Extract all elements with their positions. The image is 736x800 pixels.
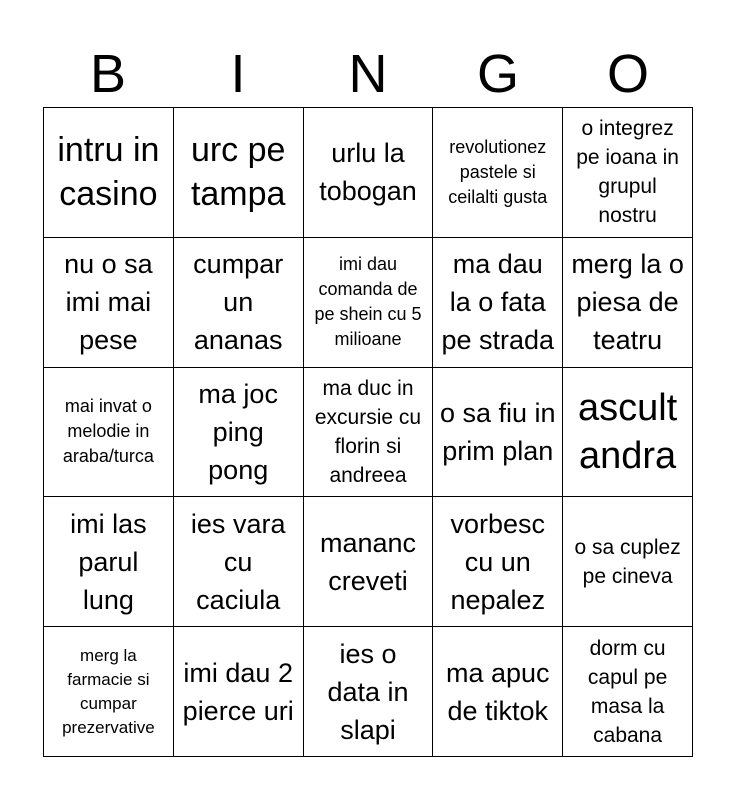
bingo-cell[interactable]: cumpar un ananas: [174, 238, 304, 368]
bingo-cell[interactable]: imi las parul lung: [44, 497, 174, 627]
bingo-cell[interactable]: ascult andra: [563, 368, 693, 498]
bingo-cell[interactable]: o sa cuplez pe cineva: [563, 497, 693, 627]
header-letter-n: N: [348, 44, 388, 104]
header-letter-g: G: [476, 44, 519, 104]
bingo-cell[interactable]: dorm cu capul pe masa la cabana: [563, 627, 693, 757]
bingo-cell[interactable]: intru in casino: [44, 108, 174, 238]
bingo-cell[interactable]: mai invat o melodie in araba/turca: [44, 368, 174, 498]
bingo-cell[interactable]: nu o sa imi mai pese: [44, 238, 174, 368]
header-letter-i: I: [230, 44, 246, 104]
bingo-cell[interactable]: vorbesc cu un nepalez: [433, 497, 563, 627]
bingo-cell[interactable]: revolutionez pastele si ceilalti gusta: [433, 108, 563, 238]
bingo-cell[interactable]: ma duc in excursie cu florin si andreea: [304, 368, 434, 498]
bingo-cell[interactable]: o integrez pe ioana in grupul nostru: [563, 108, 693, 238]
bingo-cell[interactable]: imi dau 2 pierce uri: [174, 627, 304, 757]
bingo-cell[interactable]: imi dau comanda de pe shein cu 5 milioane: [304, 238, 434, 368]
bingo-cell[interactable]: ma dau la o fata pe strada: [433, 238, 563, 368]
bingo-header: [43, 40, 693, 108]
bingo-cell[interactable]: ies o data in slapi: [304, 627, 434, 757]
bingo-cell[interactable]: o sa fiu in prim plan: [433, 368, 563, 498]
bingo-cell[interactable]: ma apuc de tiktok: [433, 627, 563, 757]
bingo-board: [43, 107, 693, 757]
bingo-cell[interactable]: merg la o piesa de teatru: [563, 238, 693, 368]
header-letter-o: O: [606, 44, 649, 104]
bingo-cell[interactable]: mananc creveti: [304, 497, 434, 627]
bingo-cell[interactable]: merg la farmacie si cumpar prezervative: [44, 627, 174, 757]
bingo-cell[interactable]: urc pe tampa: [174, 108, 304, 238]
bingo-cell[interactable]: ma joc ping pong: [174, 368, 304, 498]
bingo-cell[interactable]: ies vara cu caciula: [174, 497, 304, 627]
header-letter-b: B: [89, 44, 127, 104]
bingo-cell[interactable]: urlu la tobogan: [304, 108, 434, 238]
